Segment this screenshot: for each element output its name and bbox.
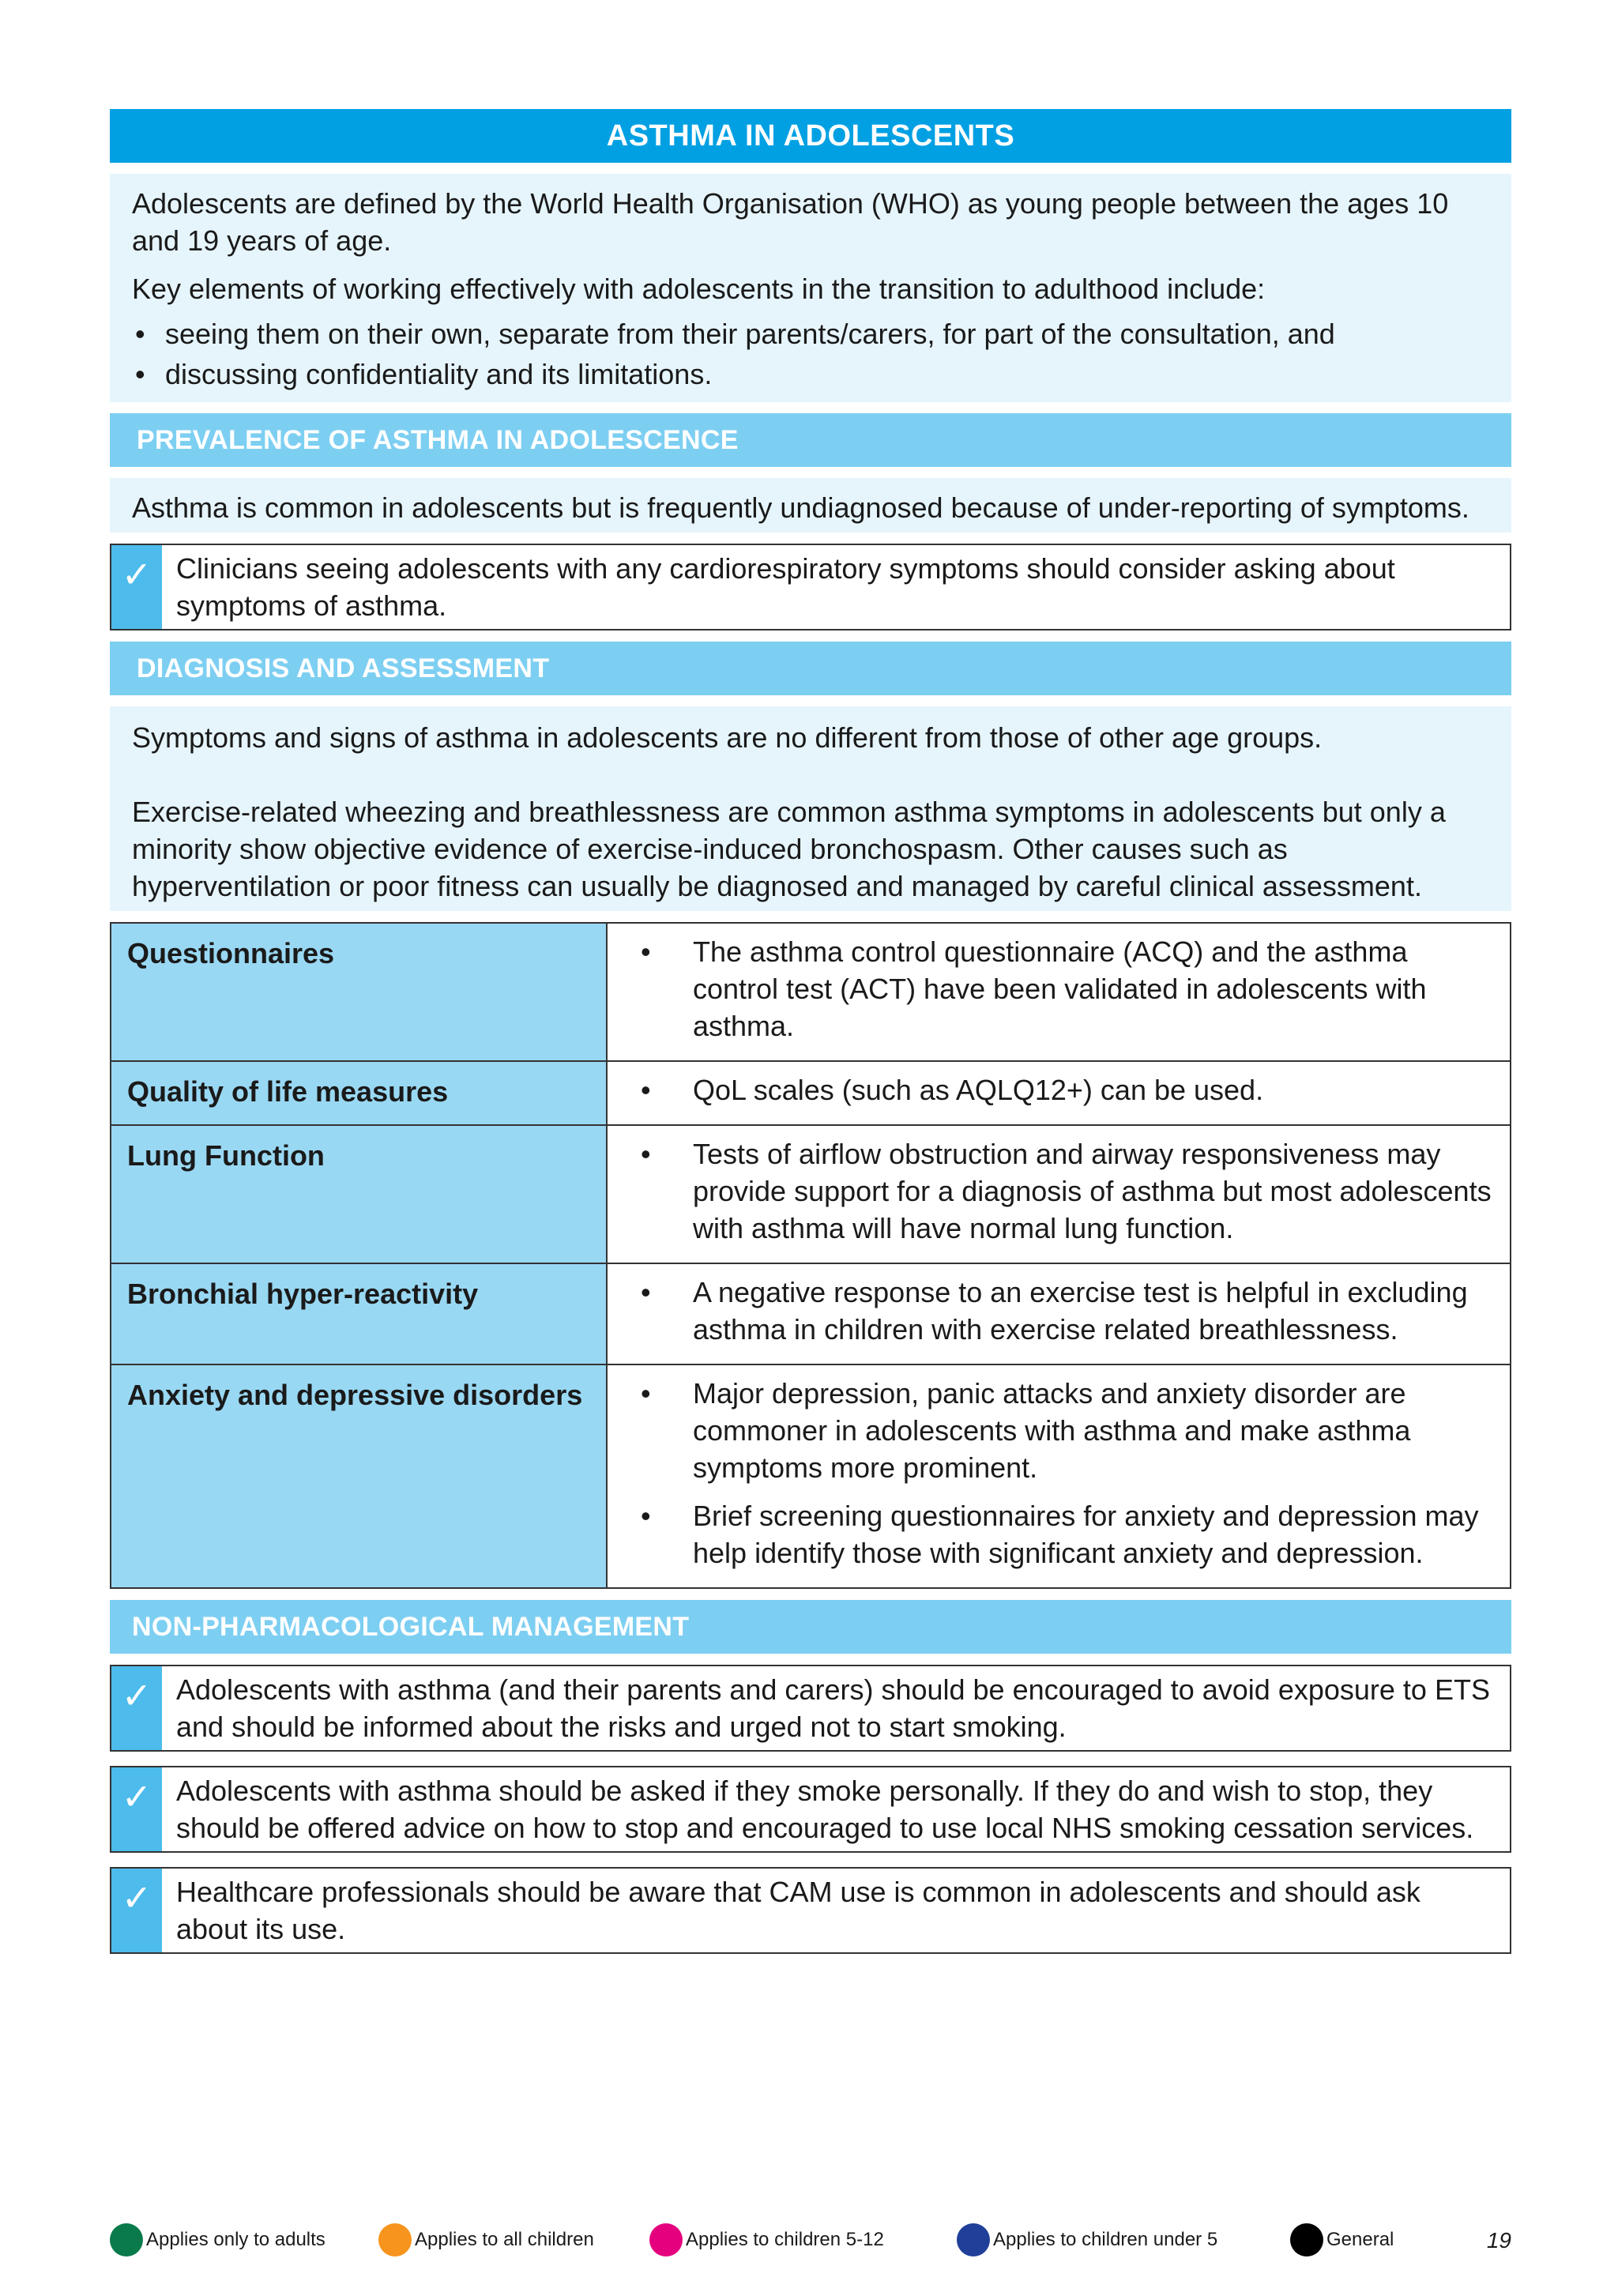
- list-item: • seeing them on their own, separate from their parents/carers, for part of the consultation, and: [132, 315, 1489, 352]
- legend-label: Applies to children 5-12: [686, 2229, 884, 2250]
- recommendation-box: [110, 1766, 1511, 1853]
- row-label: Lung Function: [111, 1125, 607, 1263]
- intro-paragraph-1: Adolescents are defined by the World Health Organisation (WHO) as young people between the ages 10 and 19 years of age.: [132, 187, 1449, 257]
- legend-dot-icon: [957, 2223, 990, 2256]
- section-heading-prevalence: PREVALENCE OF ASTHMA IN ADOLESCENCE: [110, 413, 1511, 467]
- row-content: [607, 1263, 1511, 1364]
- tick-icon: ✓: [111, 1869, 162, 1952]
- list-item: • The asthma control questionnaire (ACQ) and the asthma control test (ACT) have been validated in adolescents with asthma.: [623, 933, 1494, 1044]
- legend-item-adults: [110, 2223, 325, 2256]
- recommendation-box: [110, 1867, 1511, 1954]
- tick-icon: ✓: [111, 1767, 162, 1851]
- table-row: [111, 1364, 1511, 1588]
- diagnosis-paragraph-2: Exercise-related wheezing and breathlessness are common asthma symptoms in adolescents but only a minority show objective evidence of exercise-induced bronchospasm. Other causes such as hyperventilation or poor fitness can usually be diagnosed and managed by careful clinical assessment.: [132, 796, 1446, 902]
- recommendation-box: [110, 1665, 1511, 1752]
- intro-bullet-list: [132, 315, 1489, 393]
- diagnosis-paragraph-1: Symptoms and signs of asthma in adolescents are no different from those of other age groups.: [132, 721, 1323, 754]
- recommendation-text: Adolescents with asthma should be asked if they smoke personally. If they do and wish to stop, they should be offered advice on how to stop and encouraged to use local NHS smoking cessation services.: [176, 1775, 1474, 1844]
- row-label: Questionnaires: [111, 923, 607, 1061]
- table-row: [111, 1263, 1511, 1364]
- legend-item-all-children: [378, 2223, 594, 2256]
- row-content: [607, 1125, 1511, 1263]
- list-item: • Brief screening questionnaires for anxiety and depression may help identify those with significant anxiety and depression.: [623, 1497, 1494, 1571]
- row-content: [607, 923, 1511, 1061]
- table-row: [111, 1125, 1511, 1263]
- tick-icon: ✓: [111, 1666, 162, 1750]
- list-item: • Major depression, panic attacks and anxiety disorder are commoner in adolescents with asthma and make asthma symptoms more prominent.: [623, 1375, 1494, 1486]
- row-label: Anxiety and depressive disorders: [111, 1364, 607, 1588]
- legend-label: General: [1326, 2229, 1394, 2250]
- intro-paragraph-2: Key elements of working effectively with adolescents in the transition to adulthood include:: [132, 273, 1266, 305]
- intro-panel: [110, 174, 1511, 402]
- legend-item-children-5-12: [649, 2223, 884, 2256]
- table-row: [111, 1061, 1511, 1125]
- list-item: • QoL scales (such as AQLQ12+) can be used.: [623, 1071, 1494, 1108]
- table-row: [111, 923, 1511, 1061]
- list-item: • A negative response to an exercise test is helpful in excluding asthma in children with exercise related breathlessness.: [623, 1274, 1494, 1348]
- page-title: ASTHMA IN ADOLESCENTS: [110, 109, 1511, 163]
- legend-dot-icon: [378, 2223, 412, 2256]
- recommendation-text: Clinicians seeing adolescents with any cardiorespiratory symptoms should consider asking about symptoms of asthma.: [176, 552, 1395, 622]
- row-content: [607, 1364, 1511, 1588]
- row-label: Bronchial hyper-reactivity: [111, 1263, 607, 1364]
- legend-item-children-under-5: [957, 2223, 1217, 2256]
- prevalence-text: Asthma is common in adolescents but is frequently undiagnosed because of under-reporting of symptoms.: [132, 491, 1469, 524]
- row-content: [607, 1061, 1511, 1125]
- section-heading-diagnosis: DIAGNOSIS AND ASSESSMENT: [110, 642, 1511, 695]
- legend-dot-icon: [649, 2223, 683, 2256]
- legend-label: Applies to children under 5: [993, 2229, 1218, 2250]
- prevalence-panel: [110, 478, 1511, 533]
- recommendation-text: Healthcare professionals should be aware that CAM use is common in adolescents and should ask about its use.: [176, 1876, 1420, 1945]
- list-item: • discussing confidentiality and its limitations.: [132, 356, 1489, 393]
- tick-icon: ✓: [111, 545, 162, 629]
- assessment-table: [110, 922, 1511, 1589]
- legend-dot-icon: [110, 2223, 143, 2256]
- footer-legend: [110, 2223, 1511, 2263]
- recommendation-text: Adolescents with asthma (and their parents and carers) should be encouraged to avoid exposure to ETS and should be informed about the risks and urged not to start smoking.: [176, 1673, 1490, 1743]
- legend-label: Applies only to adults: [146, 2229, 325, 2250]
- diagnosis-panel: [110, 706, 1511, 911]
- page-content: [110, 109, 1511, 1954]
- legend-dot-icon: [1290, 2223, 1323, 2256]
- section-heading-nonpharm: NON-PHARMACOLOGICAL MANAGEMENT: [110, 1600, 1511, 1654]
- legend-label: Applies to all children: [415, 2229, 594, 2250]
- list-item: • Tests of airflow obstruction and airway responsiveness may provide support for a diagnosis of asthma but most adolescents with asthma will have normal lung function.: [623, 1135, 1494, 1247]
- recommendation-box: [110, 544, 1511, 630]
- page-number: 19: [1486, 2228, 1511, 2253]
- row-label: Quality of life measures: [111, 1061, 607, 1125]
- legend-item-general: [1290, 2223, 1394, 2256]
